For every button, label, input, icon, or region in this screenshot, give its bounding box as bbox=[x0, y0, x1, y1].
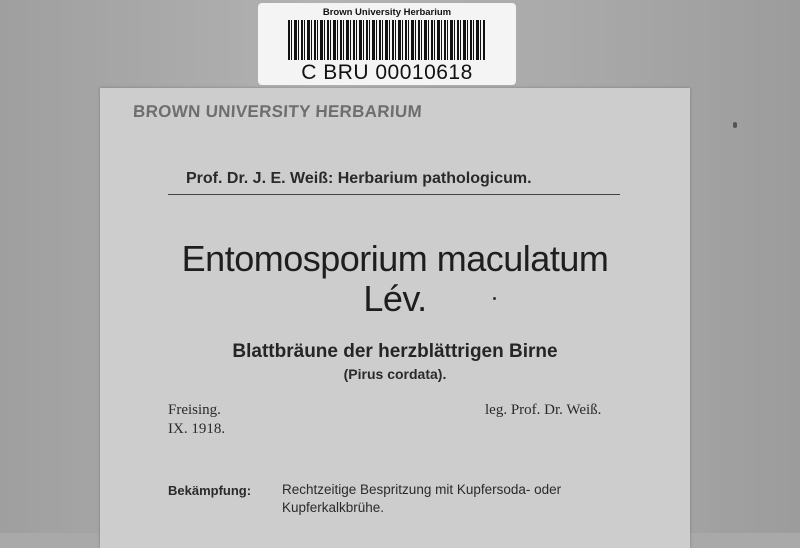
barcode-label bbox=[258, 3, 516, 85]
treatment-label: Bekämpfung: bbox=[168, 483, 252, 498]
common-name: Blattbräune der herzblättrigen Birne bbox=[232, 341, 558, 362]
species-author: Lév. bbox=[363, 278, 427, 319]
sheet-speck bbox=[733, 122, 737, 128]
header-rule bbox=[168, 194, 620, 195]
barcode-title: Brown University Herbarium bbox=[322, 7, 452, 18]
specimen-label bbox=[100, 88, 690, 548]
collection-date: IX. 1918. bbox=[168, 421, 226, 437]
collection-place: Freising. bbox=[168, 402, 221, 418]
collection-header: Prof. Dr. J. E. Weiß: Herbarium pathologicum. bbox=[186, 170, 532, 187]
ink-dot bbox=[493, 297, 496, 300]
host-plant: (Pirus cordata). bbox=[343, 366, 447, 382]
collector: leg. Prof. Dr. Weiß. bbox=[485, 402, 602, 418]
treatment-text-line2: Kupferkalkbrühe. bbox=[282, 500, 385, 515]
herbarium-stamp: BROWN UNIVERSITY HERBARIUM bbox=[132, 102, 423, 121]
species-name: Entomosporium maculatum bbox=[181, 238, 609, 279]
barcode-number: C BRU 00010618 bbox=[301, 61, 473, 84]
treatment-text-line1: Rechtzeitige Bespritzung mit Kupfersoda- oder bbox=[282, 482, 562, 497]
barcode-bars bbox=[288, 20, 486, 60]
